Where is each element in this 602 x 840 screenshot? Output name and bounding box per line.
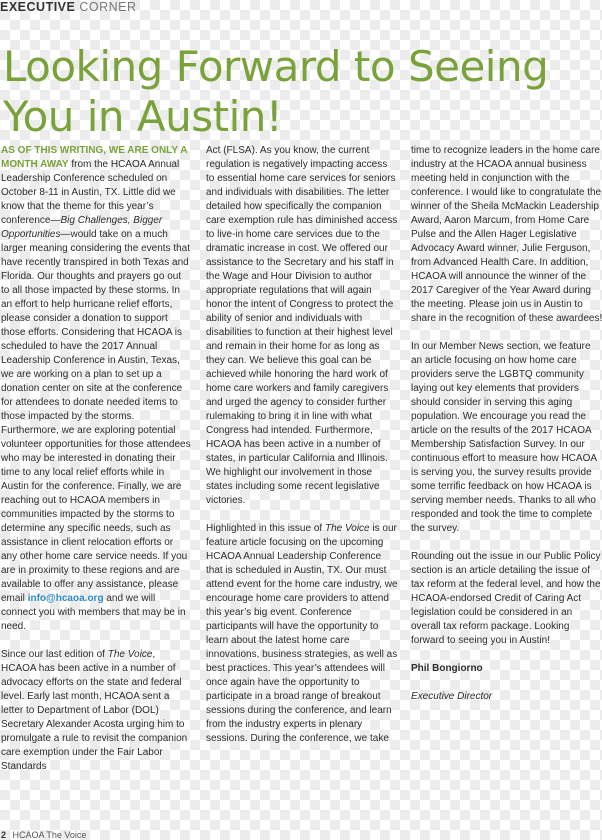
article-column-1 [1, 144, 191, 788]
page-title: Looking Forward to Seeing You in Austin! [3, 42, 549, 141]
text-run: —would take on a much larger meaning considering the events that have recently transpired in both Texas and Florida. Our thoughts and prayers go out to all those impacted by these storms. In an effort to help hurricane relief efforts, please consider a donation to support those efforts. Considering that HCAOA is scheduled to have the 2017 Annual Leadership Conference in Austin, Texas, we are working on a plan to set up a donation center on site at the conference for attendees to donate needed items to those impacted by the storms. Furthermore, we are exploring potential volunteer opportunities for those attendees who may be interested in donating their time to any local relief efforts while in Austin for the conference. Finally, we are reaching out to HCAOA members in communities impacted by the storms to determine any specific needs, such as assistance in client relocation efforts or any other home care service needs. If you are in proximity to these regions and are available to offer any assistance, please email [1, 229, 191, 604]
text-run: from the HCAOA Annual Leadership Conference scheduled on October 8-11 in Austin, TX. Little did we know that the theme for this year’s conference— [1, 159, 180, 226]
page-footer [1, 830, 86, 840]
publication-name: The Voice [107, 649, 153, 660]
kicker-bold: EXECUTIVE [0, 0, 76, 14]
paragraph [1, 144, 191, 634]
paragraph [1, 648, 191, 774]
text-run: Since our last edition of [1, 649, 108, 660]
article-column-3 [411, 144, 602, 718]
paragraph: time to recognize leaders in the home care industry at the HCAOA annual business meeting held in conjunction with the conference. I would like to congratulate the winner of the Sheila McMackin Leadership Award, Aaron Marcum, from Home Care Pulse and the Allen Hager Legislative Advocacy Award winner, Julie Ferguson, from Advanced Health Care. In addition, HCAOA will announce the winner of the 2017 Caregiver of the Year Award during the meeting. Please join us in Austin to share in the recognition of these awardees! [411, 145, 602, 324]
text-run: and we will connect you with members that may be in need. [1, 593, 186, 632]
text-run: is our feature article focusing on the upcoming HCAOA Annual Leadership Conference that is scheduled in Austin, TX. Our must attend event for the home care industry, we encourage home care providers to attend this year’s big event. Conference participants will have the opportunity to learn about the latest home care innovations, business strategies, as well as best practices. This year’s attendees will once again have the opportunity to participate in a broad range of breakout sessions during the conference, and learn from the industry experts in plenary sessions. During the conference, we take [206, 523, 398, 744]
paragraph [206, 522, 398, 746]
publication-footer: HCAOA The Voice [12, 830, 87, 840]
kicker-light: CORNER [79, 0, 137, 14]
signature-name: Phil Bongiorno [411, 663, 483, 674]
signature-title: Executive Director [411, 691, 493, 702]
section-kicker [0, 0, 137, 14]
publication-name: The Voice [324, 523, 370, 534]
text-run: Highlighted in this issue of [206, 523, 325, 534]
page-number: 2 [1, 830, 7, 840]
paragraph: Rounding out the issue in our Public Policy section is an article detailing the issue of tax reform at the federal level, and how the HCAOA-endorsed Credit of Caring Act legislation could be considered in an overall tax reform package. Looking forward to seeing you in Austin! [411, 551, 601, 646]
paragraph: In our Member News section, we feature an article focusing on how home care providers serve the LGBTQ community laying out key elements that providers should consider in serving this aging population. We encourage you read the article on the results of the 2017 HCAOA Membership Satisfaction Survey. In our continuous effort to measure how HCAOA is serving you, the survey results provide some terrific feedback on how HCAOA is serving member needs. Thanks to all who responded and took the time to complete the survey. [411, 341, 597, 534]
paragraph: Act (FLSA). As you know, the current regulation is negatively impacting access to essential home care services for seniors and individuals with disabilities. The letter detailed how specifically the companion care exemption rule has diminished access to live-in home care services due to the dramatic increase in cost. We offered our assistance to the Secretary and his staff in the Wage and Hour Division to author appropriate regulations that will again honor the intent of Congress to protect the ability of senior and individuals with disabilities to function at their highest level and remain in their home for as long as they can. We believe this goal can be achieved while honoring the hard work of home care workers and family caregivers and urged the agency to consider further rulemaking to bring it in line with what Congress had intended. Furthermore, HCAOA has been active in a number of states, in particular California and Illinois. We highlight our involvement in those states including some recent legislative victories. [206, 145, 398, 506]
text-run: , HCAOA has been active in a number of advocacy efforts on the state and federal level. Early last month, HCAOA sent a letter to Department of Labor (DOL) Secretary Alexander Acosta urging him to promulgate a rule to revisit the companion care exemption under the Fair Labor Standards [1, 649, 188, 772]
email-link[interactable]: info@hcaoa.org [27, 593, 104, 604]
lead-in: AS OF THIS WRITING, WE ARE ONLY A MONTH AWAY [1, 145, 188, 170]
article-column-2 [206, 144, 398, 760]
conference-theme: Big Challenges, Bigger Opportunities [1, 215, 163, 240]
